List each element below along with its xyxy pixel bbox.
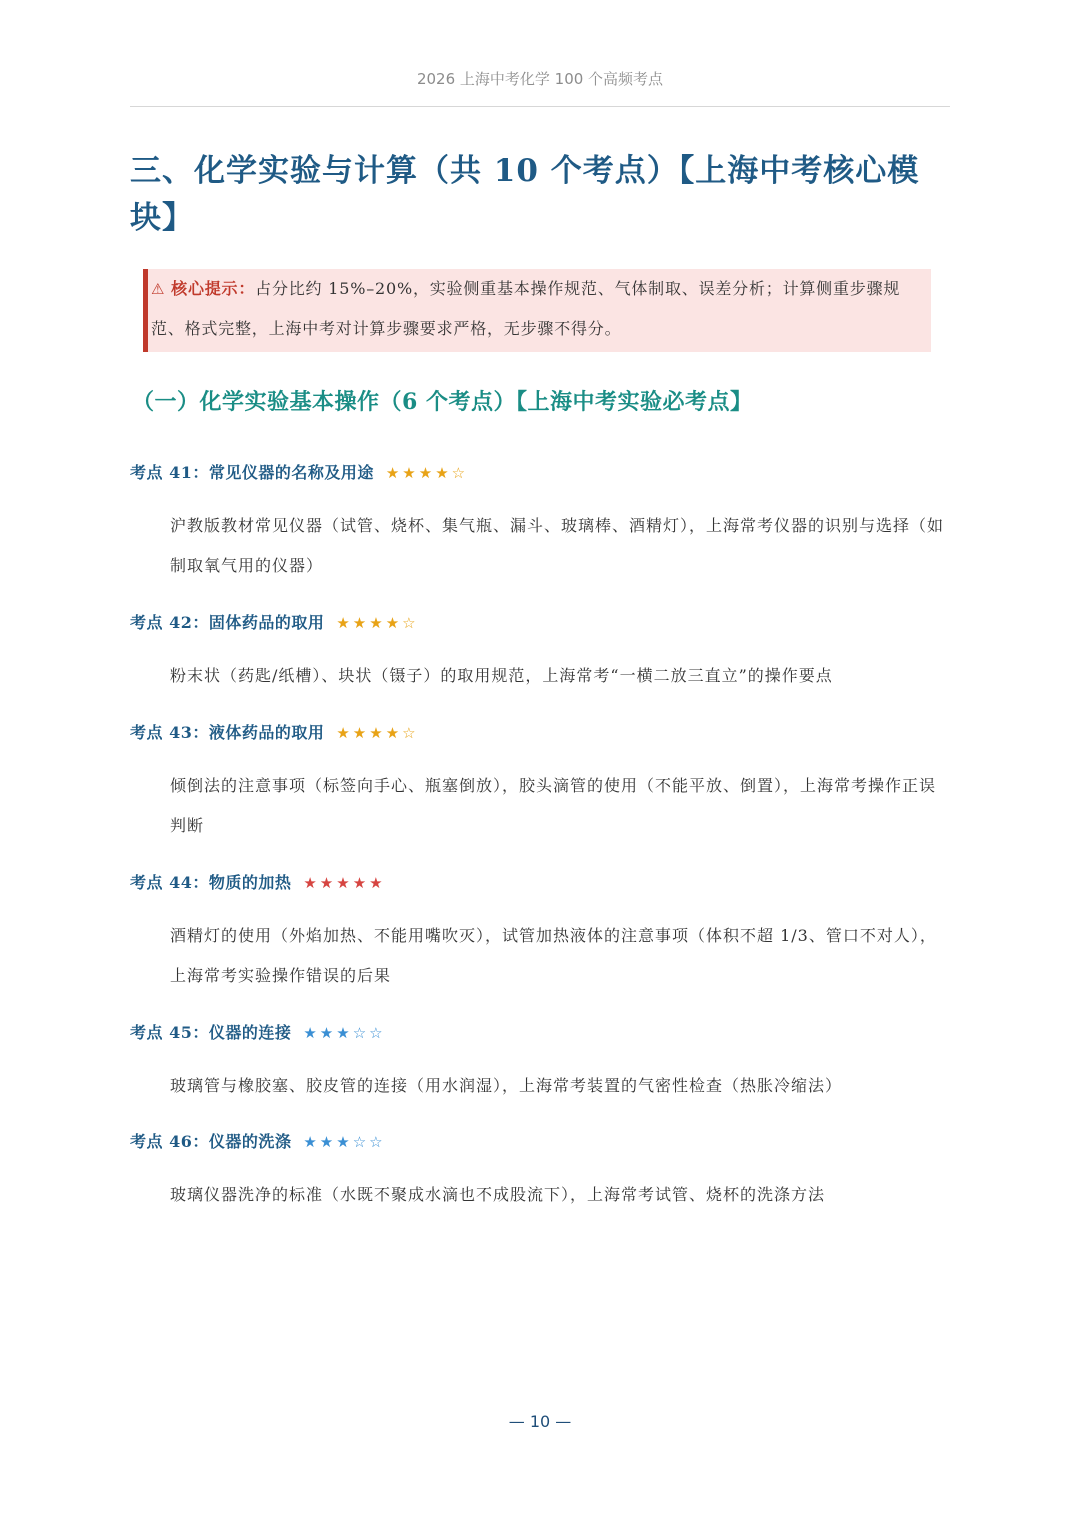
running-header: 2026 上海中考化学 100 个高频考点 [416,70,664,88]
star-rating-icon: ★★★★☆ [385,464,469,482]
star-rating-icon: ★★★★☆ [336,614,419,632]
exam-point-name: 常见仪器的名称及用途 [208,463,374,482]
warning-icon: ⚠ [151,280,166,298]
callout-text: 占分比约 15%–20%，实验侧重基本操作规范、气体制取、误差分析；计算侧重步骤规范、格式完整，上海中考对计算步骤要求严格，无步骤不得分。 [151,279,901,338]
exam-point-label: 考点 43： [130,723,209,742]
core-tip-callout [143,269,931,352]
star-rating-icon: ★★★★☆ [336,724,419,742]
star-rating-icon: ★★★☆☆ [303,1024,386,1042]
exam-point-description: 玻璃管与橡胶塞、胶皮管的连接（用水润湿），上海常考装置的气密性检查（热胀冷缩法） [170,1076,843,1095]
exam-point-label: 考点 46： [130,1132,209,1151]
exam-point-label: 考点 45： [130,1023,209,1042]
exam-point-heading [130,720,950,746]
exam-point-heading [130,870,950,896]
subsection-title: （一）化学实验基本操作（6 个考点）【上海中考实验必考点】 [132,389,753,415]
exam-point [130,1020,950,1106]
exam-point-label: 考点 44： [130,873,209,892]
exam-point-description: 粉末状（药匙/纸槽）、块状（镊子）的取用规范，上海常考“一横二放三直立”的操作要点 [170,666,833,685]
exam-point-heading [130,1020,950,1046]
exam-point [130,1129,950,1215]
star-rating-icon: ★★★★★ [303,874,386,892]
exam-point-heading [130,460,950,486]
exam-point-name: 仪器的连接 [208,1023,292,1042]
section-title: 三、化学实验与计算（共 10 个考点）【上海中考核心模块】 [130,153,920,236]
exam-point-description: 倾倒法的注意事项（标签向手心、瓶塞倒放），胶头滴管的使用（不能平放、倒置），上海常考操作正误判断 [170,776,937,835]
star-rating-icon: ★★★☆☆ [303,1133,386,1151]
callout-label: 核心提示： [171,279,256,298]
exam-point-description: 沪教版教材常见仪器（试管、烧杯、集气瓶、漏斗、玻璃棒、酒精灯），上海常考仪器的识别与选择（如制取氧气用的仪器） [170,516,945,575]
exam-point-name: 液体药品的取用 [208,723,325,742]
exam-point-label: 考点 41： [130,463,209,482]
exam-point [130,870,950,996]
exam-point-name: 物质的加热 [208,873,292,892]
exam-point-name: 仪器的洗涤 [208,1132,292,1151]
exam-point-name: 固体药品的取用 [208,613,325,632]
exam-point [130,460,950,586]
exam-point-label: 考点 42： [130,613,209,632]
exam-point-heading [130,1129,950,1155]
page-number: — 10 — [508,1412,572,1431]
header-divider [130,106,950,107]
exam-point-heading [130,610,950,636]
exam-point-description: 酒精灯的使用（外焰加热、不能用嘴吹灭），试管加热液体的注意事项（体积不超 1/3、管口不对人），上海常考实验操作错误的后果 [170,926,937,985]
exam-point [130,610,950,696]
exam-point-description: 玻璃仪器洗净的标准（水既不聚成水滴也不成股流下），上海常考试管、烧杯的洗涤方法 [170,1185,826,1204]
exam-point [130,720,950,846]
